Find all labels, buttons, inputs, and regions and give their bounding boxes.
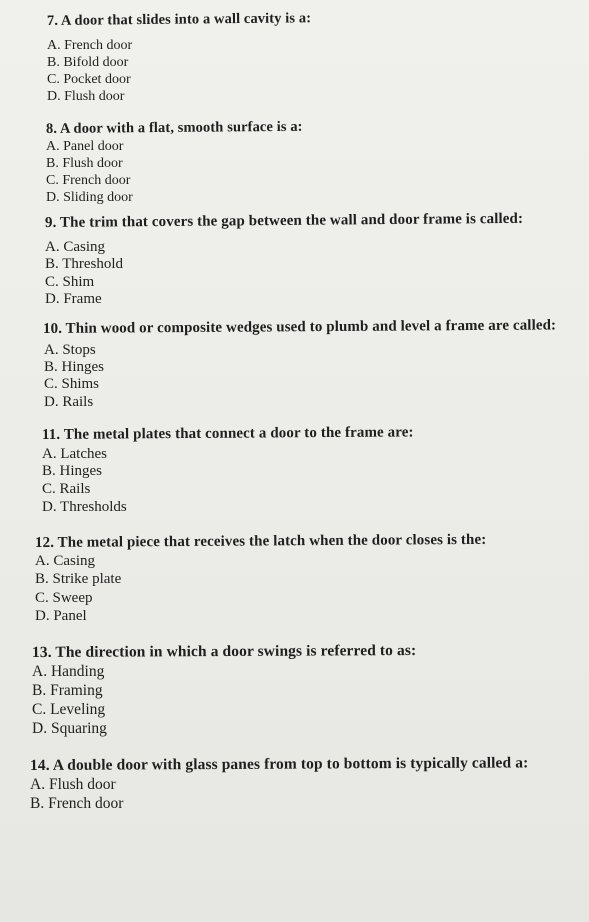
option-a: A. Latches <box>42 446 107 462</box>
option-b: B. Framing <box>32 682 103 699</box>
option-b: B. Strike plate <box>35 571 122 587</box>
option-d: D. Sliding door <box>46 190 133 205</box>
option-b: B. Hinges <box>44 359 104 375</box>
question-text: 11. The metal plates that connect a door to the frame are: <box>41 424 414 443</box>
option-c: C. French door <box>46 173 131 188</box>
option-b: B. French door <box>30 795 124 812</box>
option-d: D. Rails <box>44 394 94 410</box>
option-a: A. Panel door <box>46 139 124 154</box>
option-a: A. Stops <box>44 342 96 358</box>
option-d: D. Squaring <box>32 720 107 737</box>
option-d: D. Frame <box>45 291 102 307</box>
question-text: 8. A door with a flat, smooth surface is a: <box>45 118 303 137</box>
option-c: C. Leveling <box>32 701 106 718</box>
option-a: A. Casing <box>45 239 105 255</box>
option-d: D. Panel <box>35 608 87 624</box>
option-b: B. Hinges <box>42 463 102 479</box>
question-text: 9. The trim that covers the gap between the wall and door frame is called: <box>44 210 524 231</box>
option-a: A. Casing <box>35 553 95 569</box>
option-c: C. Sweep <box>35 590 93 606</box>
option-d: D. Thresholds <box>42 499 127 515</box>
option-b: B. Flush door <box>46 156 123 171</box>
option-a: A. Flush door <box>30 776 116 793</box>
question-text: 12. The metal piece that receives the latch when the door closes is the: <box>34 531 487 551</box>
option-a: A. Handing <box>32 663 105 680</box>
question-text: 10. Thin wood or composite wedges used to plumb and level a frame are called: <box>42 317 557 337</box>
option-c: C. Pocket door <box>47 72 131 87</box>
option-a: A. French door <box>47 38 133 53</box>
question-text: 14. A double door with glass panes from top to bottom is typically called a: <box>29 754 529 774</box>
option-b: B. Bifold door <box>47 55 129 70</box>
option-c: C. Shim <box>45 274 95 290</box>
option-b: B. Threshold <box>45 256 124 272</box>
option-c: C. Shims <box>44 376 100 392</box>
option-c: C. Rails <box>42 481 91 497</box>
question-text: 13. The direction in which a door swings is referred to as: <box>31 641 417 661</box>
option-d: D. Flush door <box>47 89 125 104</box>
question-text: 7. A door that slides into a wall cavity is a: <box>46 10 312 29</box>
